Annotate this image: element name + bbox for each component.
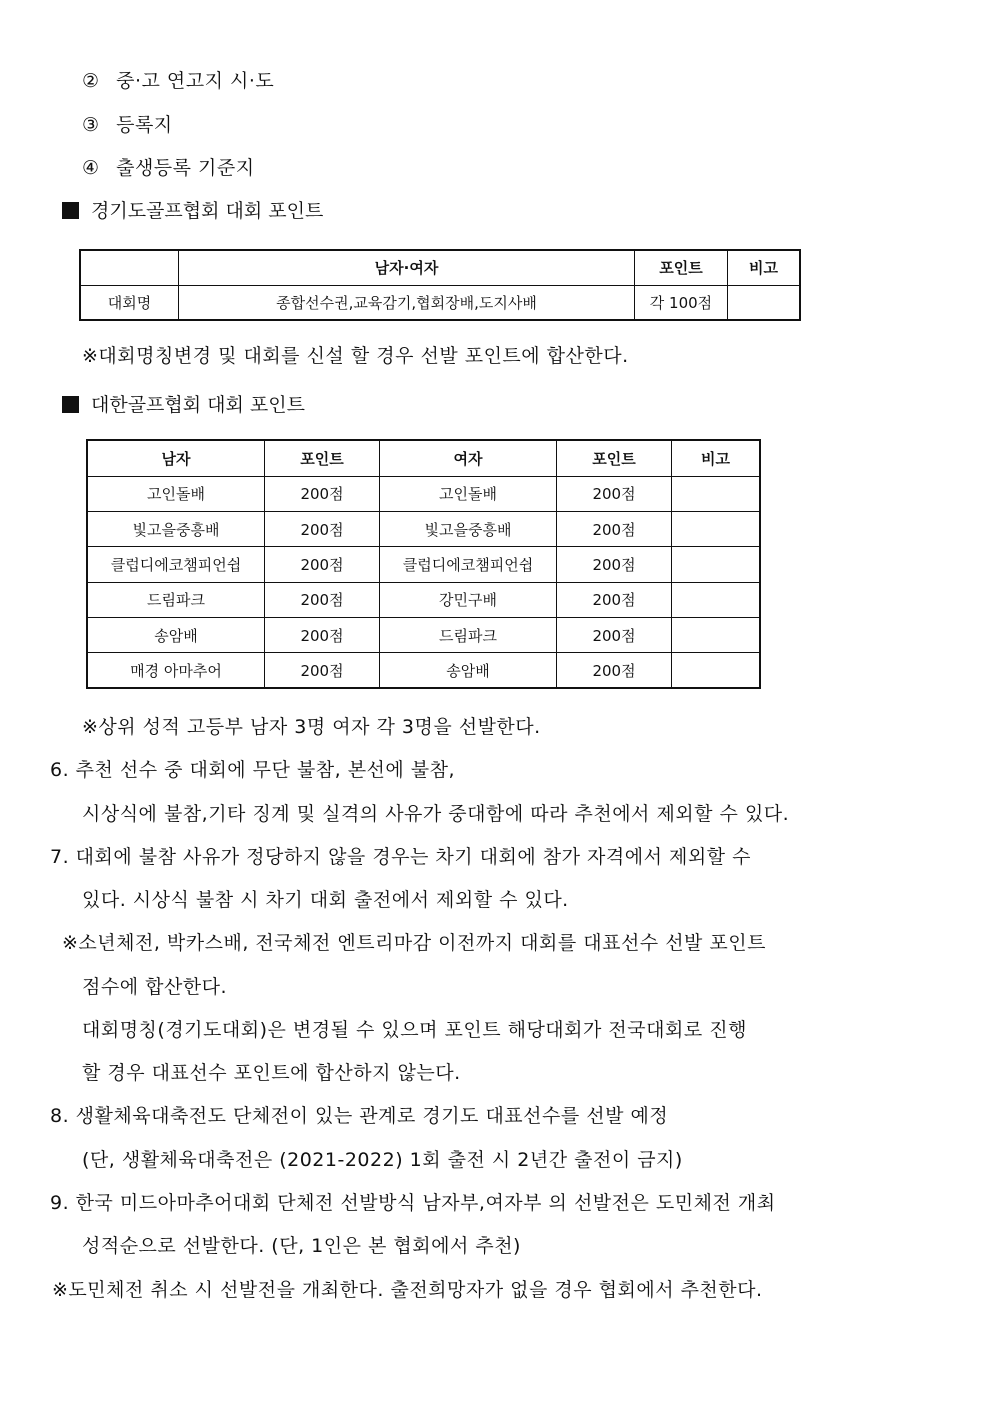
cell-male-points: 200점 bbox=[265, 582, 380, 617]
section-title-text: 경기도골프협회 대회 포인트 bbox=[91, 200, 324, 222]
cell-female-points: 200점 bbox=[557, 617, 672, 652]
cell-note bbox=[672, 617, 761, 652]
table-header-note: 비고 bbox=[728, 250, 801, 285]
cell-female-points: 200점 bbox=[557, 547, 672, 582]
cell-female-points: 200점 bbox=[557, 582, 672, 617]
table-header-female: 여자 bbox=[380, 440, 557, 476]
table-row bbox=[87, 476, 760, 511]
list-text: 출생등록 기준지 bbox=[116, 157, 255, 179]
cell-male: 송암배 bbox=[87, 617, 265, 652]
paragraph-6-line-1: 6. 추천 선수 중 대회에 무단 불참, 본선에 불참, bbox=[50, 759, 456, 781]
list-text: 등록지 bbox=[116, 114, 173, 136]
row-events: 종합선수권,교육감기,협회장배,도지사배 bbox=[179, 285, 635, 320]
kga-points-table bbox=[86, 439, 761, 689]
note-1-line-1: ※소년체전, 박카스배, 전국체전 엔트리마감 이전까지 대회를 대표선수 선발 포인트 bbox=[62, 932, 766, 954]
section-title-gyeonggi bbox=[62, 198, 323, 224]
cell-female-points: 200점 bbox=[557, 653, 672, 688]
list-marker: ② bbox=[82, 70, 100, 92]
cell-female: 송암배 bbox=[380, 653, 557, 688]
list-text: 중·고 연고지 시·도 bbox=[116, 70, 275, 92]
cell-female-points: 200점 bbox=[557, 512, 672, 547]
note-1-line-2: 점수에 합산한다. bbox=[82, 976, 228, 998]
row-label: 대회명 bbox=[80, 285, 179, 320]
cell-female-points: 200점 bbox=[557, 476, 672, 511]
paragraph-8-line-1: 8. 생활체육대축전도 단체전이 있는 관계로 경기도 대표선수를 선발 예정 bbox=[50, 1105, 669, 1127]
note-2: ※도민체전 취소 시 선발전을 개최한다. 출전희망자가 없을 경우 협회에서 추천한다. bbox=[52, 1279, 763, 1301]
table-header-male: 남자 bbox=[87, 440, 265, 476]
cell-male-points: 200점 bbox=[265, 512, 380, 547]
gyeonggi-note: ※대회명칭변경 및 대회를 신설 할 경우 선발 포인트에 합산한다. bbox=[82, 345, 629, 367]
note-1-line-4: 할 경우 대표선수 포인트에 합산하지 않는다. bbox=[82, 1062, 461, 1084]
cell-male: 매경 아마추어 bbox=[87, 653, 265, 688]
cell-note bbox=[672, 547, 761, 582]
note-1-line-3: 대회명칭(경기도대회)은 변경될 수 있으며 포인트 해당대회가 전국대회로 진행 bbox=[82, 1019, 747, 1041]
table-header-empty bbox=[80, 250, 179, 285]
cell-female: 빛고을중흥배 bbox=[380, 512, 557, 547]
cell-female: 강민구배 bbox=[380, 582, 557, 617]
list-item bbox=[82, 155, 255, 181]
section-title-text: 대한골프협회 대회 포인트 bbox=[91, 394, 305, 416]
cell-male: 빛고을중흥배 bbox=[87, 512, 265, 547]
paragraph-7-line-1: 7. 대회에 불참 사유가 정당하지 않을 경우는 차기 대회에 참가 자격에서 제외할 수 bbox=[50, 846, 751, 868]
paragraph-6-line-2: 시상식에 불참,기타 징계 및 실격의 사유가 중대함에 따라 추천에서 제외할 수 있다. bbox=[82, 803, 790, 825]
list-marker: ③ bbox=[82, 114, 100, 136]
table-header-note: 비고 bbox=[672, 440, 761, 476]
cell-female: 클럽디에코챔피언쉽 bbox=[380, 547, 557, 582]
table-header-male-points: 포인트 bbox=[265, 440, 380, 476]
cell-female: 고인돌배 bbox=[380, 476, 557, 511]
table-row bbox=[87, 653, 760, 688]
table-row bbox=[80, 285, 800, 320]
square-bullet-icon bbox=[62, 396, 79, 413]
paragraph-7-line-2: 있다. 시상식 불참 시 차기 대회 출전에서 제외할 수 있다. bbox=[82, 889, 569, 911]
cell-female: 드림파크 bbox=[380, 617, 557, 652]
cell-male: 클럽디에코챔피언쉽 bbox=[87, 547, 265, 582]
kga-note: ※상위 성적 고등부 남자 3명 여자 각 3명을 선발한다. bbox=[82, 716, 541, 738]
table-header-events: 남자·여자 bbox=[179, 250, 635, 285]
row-note bbox=[728, 285, 801, 320]
cell-note bbox=[672, 582, 761, 617]
paragraph-9-line-2: 성적순으로 선발한다. (단, 1인은 본 협회에서 추천) bbox=[82, 1235, 521, 1257]
paragraph-8-line-2: (단, 생활체육대축전은 (2021-2022) 1회 출전 시 2년간 출전이 금지) bbox=[82, 1149, 683, 1171]
section-title-kga bbox=[62, 392, 305, 418]
cell-male-points: 200점 bbox=[265, 476, 380, 511]
cell-note bbox=[672, 512, 761, 547]
list-item bbox=[82, 112, 173, 138]
cell-male-points: 200점 bbox=[265, 653, 380, 688]
square-bullet-icon bbox=[62, 202, 79, 219]
table-row bbox=[87, 512, 760, 547]
gyeonggi-points-table bbox=[79, 249, 801, 321]
cell-note bbox=[672, 653, 761, 688]
paragraph-9-line-1: 9. 한국 미드아마추어대회 단체전 선발방식 남자부,여자부 의 선발전은 도민체전 개최 bbox=[50, 1192, 776, 1214]
table-row bbox=[87, 582, 760, 617]
table-row bbox=[87, 617, 760, 652]
cell-male: 고인돌배 bbox=[87, 476, 265, 511]
list-marker: ④ bbox=[82, 157, 100, 179]
table-row bbox=[87, 547, 760, 582]
cell-male: 드림파크 bbox=[87, 582, 265, 617]
cell-note bbox=[672, 476, 761, 511]
list-item bbox=[82, 68, 274, 94]
cell-male-points: 200점 bbox=[265, 547, 380, 582]
table-header-points: 포인트 bbox=[635, 250, 728, 285]
cell-male-points: 200점 bbox=[265, 617, 380, 652]
row-points: 각 100점 bbox=[635, 285, 728, 320]
table-header-female-points: 포인트 bbox=[557, 440, 672, 476]
